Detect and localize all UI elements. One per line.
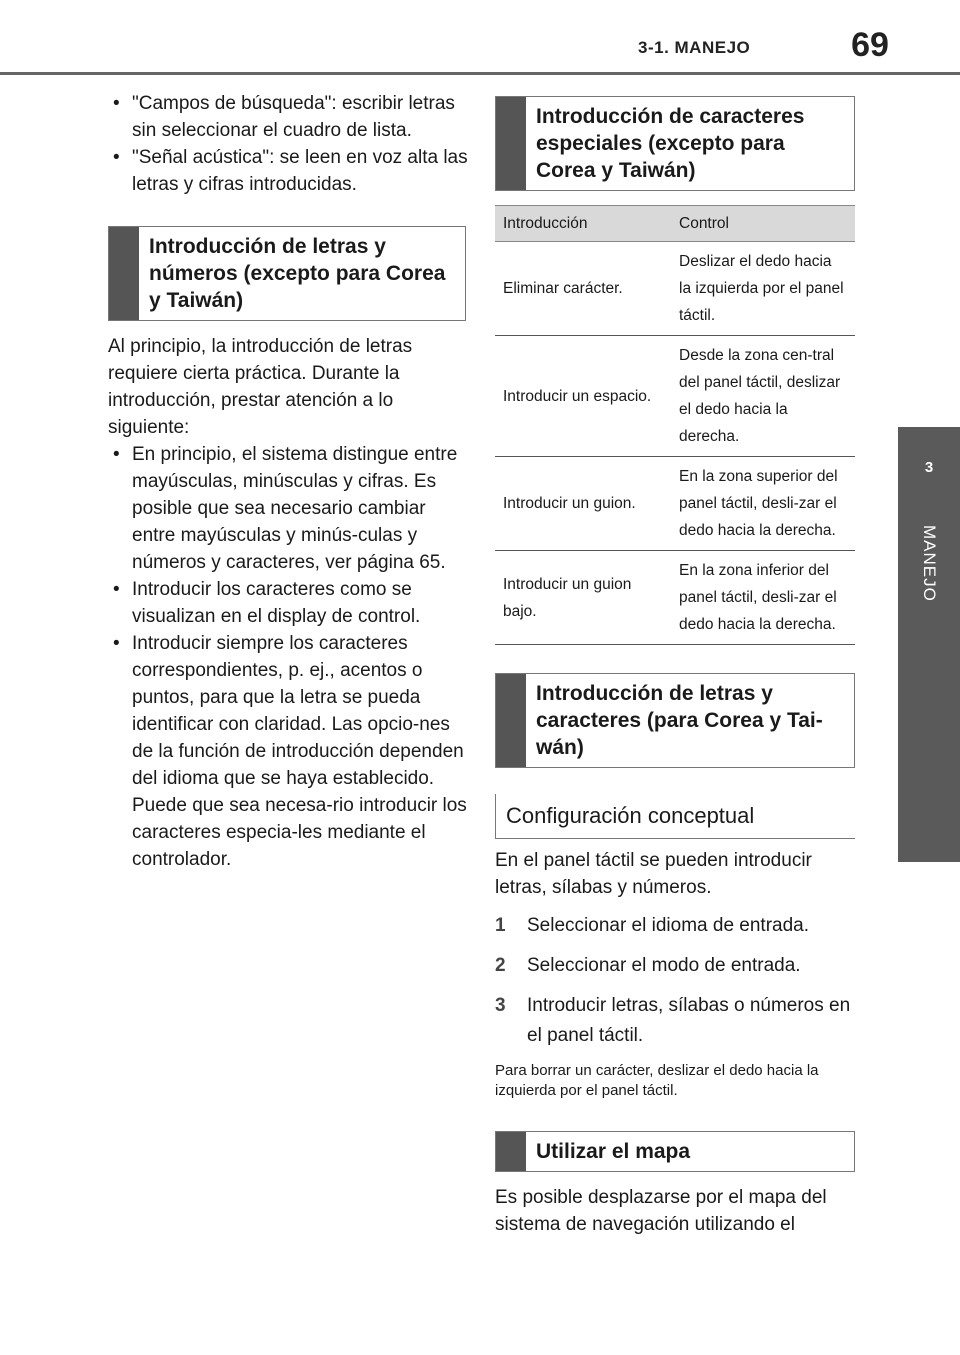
chapter-number: 3 xyxy=(924,458,934,476)
section-heading-bar xyxy=(109,227,139,320)
section-heading-box xyxy=(495,673,855,768)
header-rule xyxy=(0,72,960,75)
step-item xyxy=(495,911,855,941)
note-text: Para borrar un carácter, deslizar el dedo hacia la izquierda por el panel táctil. xyxy=(495,1062,819,1099)
table-row xyxy=(495,457,855,551)
section-heading-bar xyxy=(496,97,526,190)
section-heading: Introducción de letras y números (excepto para Corea y Taiwán) xyxy=(149,235,446,312)
table-header-row xyxy=(495,206,855,242)
chapter-tab-number xyxy=(898,427,960,507)
table-cell: Introducir un espacio. xyxy=(495,336,671,457)
table-header-cell: Control xyxy=(671,206,855,242)
intro-paragraph: En el panel táctil se pueden introducir letras, sílabas y números. xyxy=(495,850,812,898)
step-text: Seleccionar el modo de entrada. xyxy=(527,955,801,976)
page-number: 69 xyxy=(851,26,889,64)
table-cell: En la zona superior del panel táctil, desli-zar el dedo hacia la derecha. xyxy=(671,457,855,551)
step-number: 3 xyxy=(495,995,506,1016)
list-item: • "Señal acústica": se leen en voz alta las letras y cifras introducidas. xyxy=(108,144,468,198)
step-number: 1 xyxy=(495,915,506,936)
table-row xyxy=(495,336,855,457)
subheading: Configuración conceptual xyxy=(495,794,855,839)
step-text: Introducir letras, sílabas o números en el panel táctil. xyxy=(527,995,851,1046)
chapter-tab-label xyxy=(898,507,960,862)
section-heading: Utilizar el mapa xyxy=(536,1140,691,1163)
step-number: 2 xyxy=(495,955,506,976)
table-cell: Eliminar carácter. xyxy=(495,242,671,336)
list-item: • Introducir siempre los caracteres correspondientes, p. ej., acentos o puntos, para que la letra se pueda identificar con claridad. Las opcio-nes de la función de introducción dependen del idioma que se haya establecido. Puede que sea necesa-rio introducir los caracteres especia-les mediante el controlador. xyxy=(108,630,468,873)
table-cell: Deslizar el dedo hacia la izquierda por el panel táctil. xyxy=(671,242,855,336)
section-heading-bar xyxy=(496,674,526,767)
list-item: • "Campos de búsqueda": escribir letras sin seleccionar el cuadro de lista. xyxy=(108,90,468,144)
step-item xyxy=(495,951,855,981)
section-heading: Introducción de letras y caracteres (para Corea y Tai-wán) xyxy=(536,682,823,759)
table-row xyxy=(495,551,855,645)
table-row xyxy=(495,242,855,336)
list-item: • Introducir los caracteres como se visualizan en el display de control. xyxy=(108,576,468,630)
section-heading-box xyxy=(495,96,855,191)
table-cell: Introducir un guion. xyxy=(495,457,671,551)
section-heading: Introducción de caracteres especiales (excepto para Corea y Taiwán) xyxy=(536,105,805,182)
section-header: 3-1. MANEJO xyxy=(638,38,751,57)
step-text: Seleccionar el idioma de entrada. xyxy=(527,915,810,936)
table-cell: Introducir un guion bajo. xyxy=(495,551,671,645)
table-cell: En la zona inferior del panel táctil, desli-zar el dedo hacia la derecha. xyxy=(671,551,855,645)
closing-paragraph: Es posible desplazarse por el mapa del sistema de navegación utilizando el xyxy=(495,1187,827,1235)
intro-paragraph: Al principio, la introducción de letras requiere cierta práctica. Durante la introducción, prestar atención a lo siguiente: xyxy=(108,336,413,438)
list-item: • En principio, el sistema distingue entre mayúsculas, minúsculas y cifras. Es posible que sea necesario cambiar entre mayúsculas y minús-culas y números y caracteres, ver página 65. xyxy=(108,441,468,576)
section-heading-box xyxy=(495,1131,855,1172)
table-cell: Desde la zona cen-tral del panel táctil, deslizar el dedo hacia la derecha. xyxy=(671,336,855,457)
table-header-cell: Introducción xyxy=(495,206,671,242)
step-item xyxy=(495,991,855,1051)
section-heading-box xyxy=(108,226,466,321)
left-column xyxy=(108,90,468,873)
chapter-label: MANEJO xyxy=(920,525,939,602)
right-column xyxy=(495,96,855,1238)
control-table xyxy=(495,205,855,645)
section-heading-bar xyxy=(496,1132,526,1171)
